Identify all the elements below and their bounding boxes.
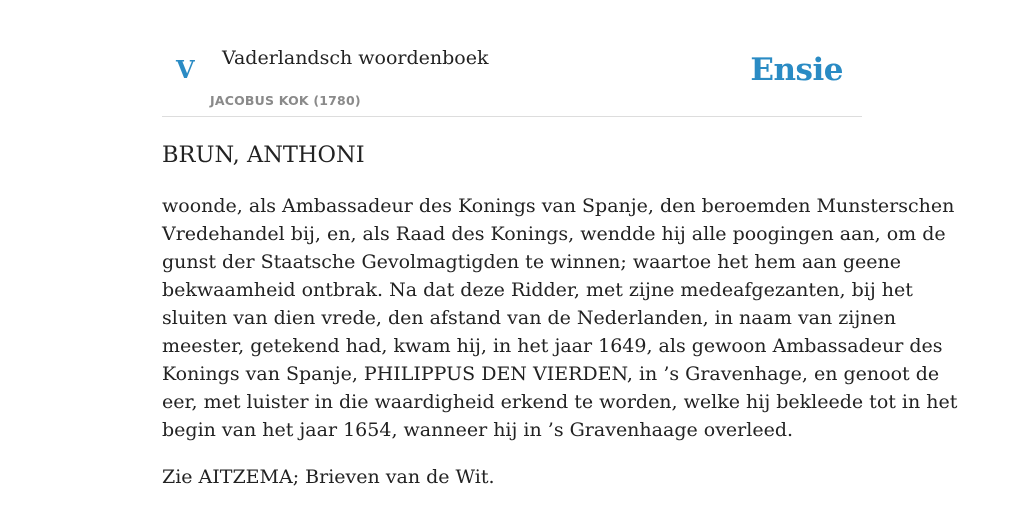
- entry-body-line: meester, getekend had, kwam hij, in het jaar 1649, als gewoon Ambassadeur des: [162, 335, 943, 357]
- entry-body-line: Vredehandel bij, en, als Raad des Konings, wendde hij alle poogingen aan, om de: [162, 223, 946, 245]
- entry-body-line: woonde, als Ambassadeur des Konings van Spanje, den beroemden Munsterschen: [162, 195, 955, 217]
- dictionary-author: JACOBUS KOK (1780): [210, 93, 361, 108]
- entry-title: BRUN, ANTHONI: [162, 142, 365, 168]
- dictionary-header: [162, 0, 862, 117]
- dictionary-title-link[interactable]: Vaderlandsch woordenboek: [222, 47, 489, 69]
- entry-body: [162, 192, 958, 444]
- entry-body-line: eer, met luister in die waardigheid erkend te worden, welke hij bekleede tot in het: [162, 391, 958, 413]
- entry-body-line: sluiten van dien vrede, den afstand van de Nederlanden, in naam van zijnen: [162, 307, 896, 329]
- see-also-reference: Zie AITZEMA; Brieven van de Wit.: [162, 466, 495, 488]
- entry-body-line: Konings van Spanje, PHILIPPUS DEN VIERDEN, in ’s Gravenhage, en genoot de: [162, 363, 940, 385]
- ensie-logo[interactable]: Ensie: [750, 52, 843, 88]
- letter-index-link[interactable]: V: [176, 55, 195, 84]
- entry-body-line: begin van het jaar 1654, wanneer hij in ’s Gravenhaage overleed.: [162, 419, 794, 441]
- entry-body-line: gunst der Staatsche Gevolmagtigden te winnen; waartoe het hem aan geene: [162, 251, 901, 273]
- entry-body-line: bekwaamheid ontbrak. Na dat deze Ridder, met zijne medeafgezanten, bij het: [162, 279, 913, 301]
